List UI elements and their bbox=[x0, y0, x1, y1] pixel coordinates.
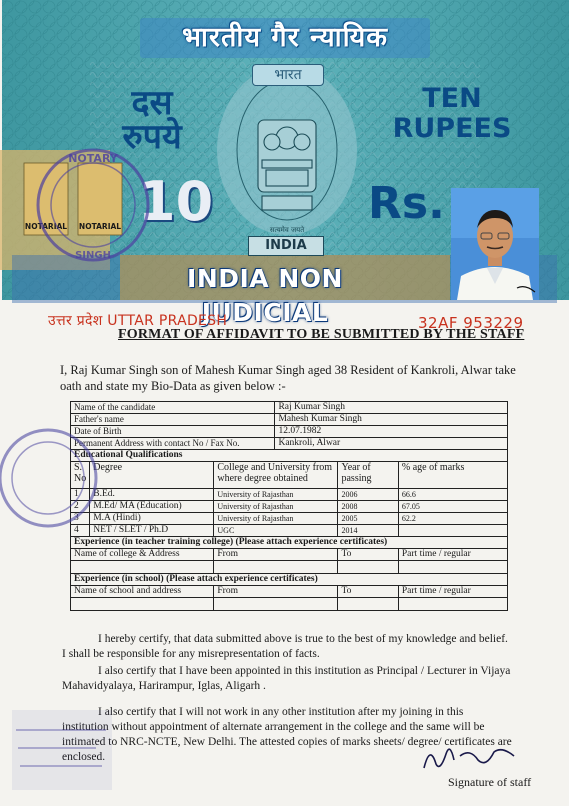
edu-college: UGC bbox=[214, 525, 338, 537]
exp-college-col-name: Name of college & Address bbox=[71, 549, 214, 561]
edu-marks: 67.05 bbox=[398, 501, 507, 513]
value-dob: 12.07.1982 bbox=[275, 426, 508, 438]
table-row bbox=[71, 561, 508, 574]
table-row bbox=[71, 574, 508, 586]
label-address: Permanent Address with contact No / Fax No. bbox=[71, 438, 275, 450]
table-row bbox=[71, 525, 508, 537]
exp-college-empty bbox=[338, 561, 398, 574]
exp-school-empty bbox=[214, 598, 338, 611]
stamp-numeral: 10 bbox=[138, 170, 214, 233]
notary-seal-bottom-text: SINGH bbox=[75, 250, 111, 261]
exp-school-col-from: From bbox=[214, 586, 338, 598]
table-row bbox=[71, 598, 508, 611]
edu-year: 2006 bbox=[338, 489, 398, 501]
intro-statement: I, Raj Kumar Singh son of Mahesh Kumar Singh aged 38 Resident of Kankroli, Alwar take oath and state my Bio-Data as given below :- bbox=[60, 363, 516, 393]
header-college: College and University from where degree obtained bbox=[214, 462, 338, 489]
exp-school-col-type: Part time / regular bbox=[398, 586, 507, 598]
exp-college-empty bbox=[71, 561, 214, 574]
exp-college-empty bbox=[398, 561, 507, 574]
header-degree: Degree bbox=[90, 462, 214, 489]
label-candidate-name: Name of the candidate bbox=[71, 402, 275, 414]
stamp-hindi-title: भारतीय गैर न्यायिक bbox=[181, 22, 389, 53]
table-row bbox=[71, 537, 508, 549]
edu-marks: 62.2 bbox=[398, 513, 507, 525]
header-year: Year of passing bbox=[338, 462, 398, 489]
table-header-row bbox=[71, 462, 508, 489]
notary-seal-top-text: NOTARY bbox=[68, 152, 118, 165]
certification-para-3: I also certify that I will not work in any other institution after my joining in this institution without appointment of alternate arrangement in the college and the same will be intimated to NRC-NCTE, New Delhi. The attested copies of marks sheets/ degree/ certificates are enclosed. bbox=[62, 706, 512, 763]
stamp-english-amount-2: RUPEES bbox=[392, 113, 512, 144]
label-father-name: Father's name bbox=[71, 414, 275, 426]
stamp-state: उत्तर प्रदेश UTTAR PRADESH bbox=[48, 313, 228, 329]
edu-year: 2008 bbox=[338, 501, 398, 513]
value-father-name: Mahesh Kumar Singh bbox=[275, 414, 508, 426]
table-row bbox=[71, 414, 508, 426]
table-row bbox=[71, 438, 508, 450]
stamp-english-amount-1: TEN bbox=[422, 83, 482, 114]
certification-para-1: I hereby certify, that data submitted above is true to the best of my knowledge and belief. I shall be responsible for any misrepresentation of facts. bbox=[62, 633, 508, 660]
exp-school-col-to: To bbox=[338, 586, 398, 598]
edu-degree: NET / SLET / Ph.D bbox=[90, 525, 214, 537]
exp-school-empty bbox=[398, 598, 507, 611]
stamp-hindi-amount-2: रुपये bbox=[122, 117, 182, 157]
table-row bbox=[71, 426, 508, 438]
stamp-serial: 32AF 953229 bbox=[418, 314, 524, 332]
edu-sno: 4 bbox=[71, 525, 90, 537]
biodata-table bbox=[70, 401, 508, 611]
stamp-hindi-amount-1: दस bbox=[131, 83, 173, 123]
edu-year: 2005 bbox=[338, 513, 398, 525]
exp-college-col-type: Part time / regular bbox=[398, 549, 507, 561]
value-address: Kankroli, Alwar bbox=[275, 438, 508, 450]
education-section-title: Educational Qualifications bbox=[71, 450, 508, 462]
table-row bbox=[71, 513, 508, 525]
header-sno: S. No bbox=[71, 462, 90, 489]
edu-college: University of Rajasthan bbox=[214, 501, 338, 513]
experience-college-title: Experience (in teacher training college) (Please attach experience certificates) bbox=[71, 537, 508, 549]
table-row bbox=[71, 586, 508, 598]
exp-school-empty bbox=[71, 598, 214, 611]
edu-year: 2014 bbox=[338, 525, 398, 537]
value-candidate-name: Raj Kumar Singh bbox=[275, 402, 508, 414]
exp-school-empty bbox=[338, 598, 398, 611]
table-row bbox=[71, 549, 508, 561]
table-row bbox=[71, 501, 508, 513]
experience-school-title: Experience (in school) (Please attach experience certificates) bbox=[71, 574, 508, 586]
exp-college-col-from: From bbox=[214, 549, 338, 561]
emblem-motto: सत्यमेव जयते bbox=[269, 226, 305, 234]
table-row bbox=[71, 489, 508, 501]
signature-caption: Signature of staff bbox=[448, 775, 532, 789]
exp-school-col-name: Name of school and address bbox=[71, 586, 214, 598]
edu-degree: B.Ed. bbox=[90, 489, 214, 501]
stamp-country: INDIA bbox=[248, 236, 324, 256]
exp-college-col-to: To bbox=[338, 549, 398, 561]
certification-para-2: I also certify that I have been appointed in this institution as Principal / Lecturer in Vijaya Mahavidyalaya, Harirampur, Iglas, Aligarh . bbox=[62, 665, 511, 692]
table-row bbox=[71, 450, 508, 462]
stamp-rs-label: Rs. bbox=[368, 178, 445, 229]
edu-sno: 2 bbox=[71, 501, 90, 513]
notarial-label-left: NOTARIAL bbox=[24, 222, 68, 231]
table-row bbox=[71, 402, 508, 414]
exp-college-empty bbox=[214, 561, 338, 574]
edu-degree: M.Ed/ MA (Education) bbox=[90, 501, 214, 513]
edu-college: University of Rajasthan bbox=[214, 513, 338, 525]
edu-marks bbox=[398, 525, 507, 537]
stamp-english-title: INDIA NON JUDICIAL bbox=[187, 264, 343, 327]
edu-college: University of Rajasthan bbox=[214, 489, 338, 501]
label-dob: Date of Birth bbox=[71, 426, 275, 438]
edu-sno: 1 bbox=[71, 489, 90, 501]
edu-sno: 3 bbox=[71, 513, 90, 525]
header-marks: % age of marks bbox=[398, 462, 507, 489]
notarial-label-right: NOTARIAL bbox=[78, 222, 122, 231]
stamp-bharat: भारत bbox=[252, 64, 324, 86]
candidate-photo bbox=[451, 188, 539, 300]
edu-marks: 66.6 bbox=[398, 489, 507, 501]
document-title: FORMAT OF AFFIDAVIT TO BE SUBMITTED BY THE STAFF bbox=[118, 327, 525, 342]
edu-degree: M.A (Hindi) bbox=[90, 513, 214, 525]
